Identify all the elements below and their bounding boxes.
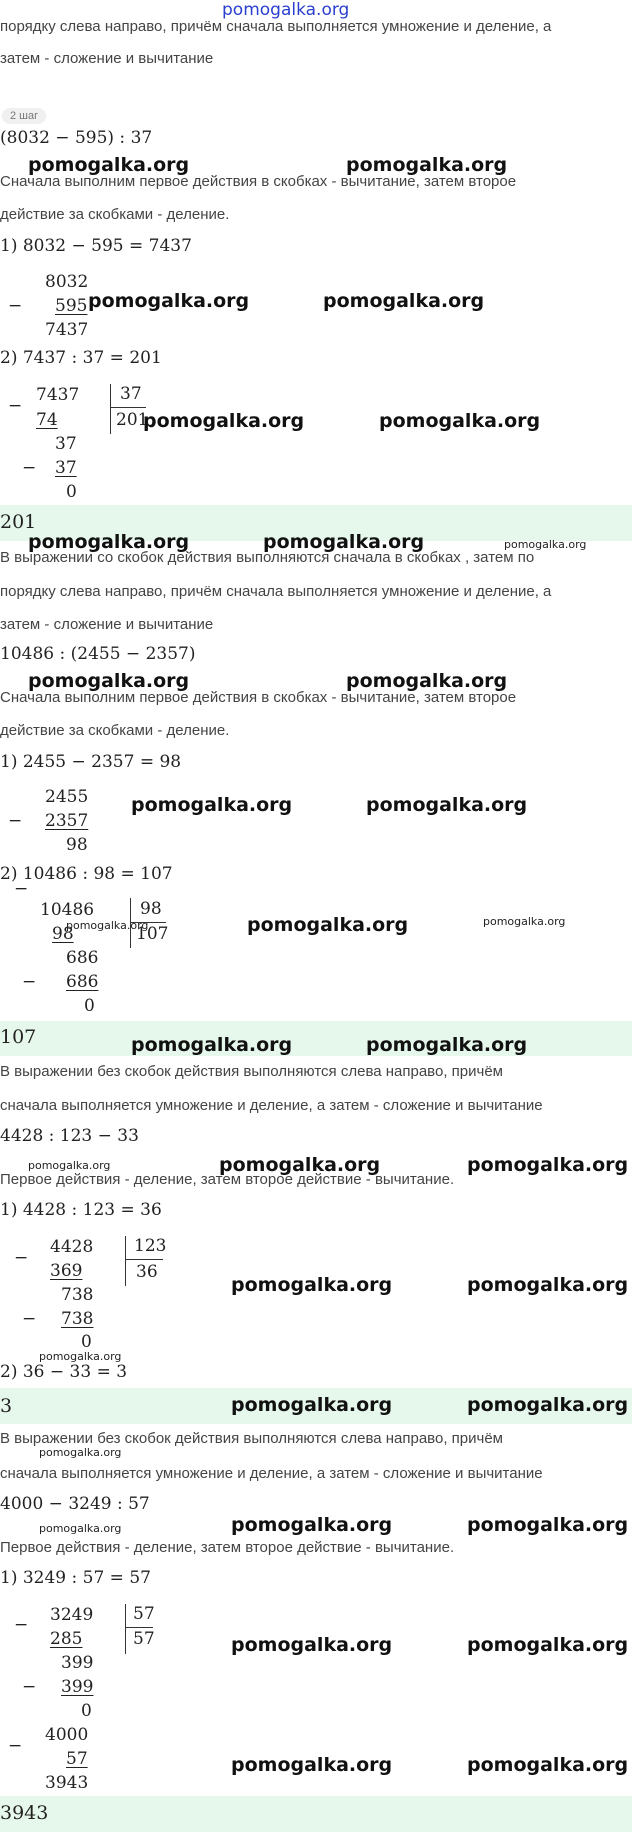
task3-rule-1: В выражении без скобок действия выполняются слева направо, причём: [0, 1063, 503, 1080]
task1-action-2: 2) 7437 : 37 = 201: [0, 348, 162, 368]
div-divisor: 98: [140, 899, 162, 919]
watermark: pomogalka.org: [247, 914, 409, 936]
sub-difference: 3943: [45, 1773, 89, 1793]
div-quotient: 36: [136, 1262, 158, 1282]
watermark: pomogalka.org: [28, 531, 190, 553]
answer-band: [0, 1796, 632, 1832]
watermark: pomogalka.org: [366, 1034, 528, 1056]
div-quotient: 201: [116, 410, 149, 430]
watermark: pomogalka.org: [467, 1394, 629, 1416]
div-step-2: 37: [55, 458, 77, 478]
watermark-small: pomogalka.org: [28, 1159, 111, 1172]
div-remainder-2: 0: [84, 996, 95, 1016]
div-step-1: 285: [50, 1629, 83, 1649]
minus-sign: −: [22, 1309, 37, 1329]
div-step-1: 98: [52, 924, 74, 944]
watermark: pomogalka.org: [28, 670, 190, 692]
watermark: pomogalka.org: [143, 410, 305, 432]
task3-action-2: 2) 36 − 33 = 3: [0, 1362, 128, 1382]
div-step-2: 399: [61, 1677, 94, 1697]
watermark: pomogalka.org: [323, 290, 485, 312]
watermark: pomogalka.org: [231, 1274, 393, 1296]
minus-sign: −: [22, 972, 37, 992]
div-remainder-1: 37: [55, 434, 77, 454]
div-divisor: 37: [120, 384, 142, 404]
task2-expression: 10486 : (2455 − 2357): [0, 644, 196, 664]
task4-rule-2: сначала выполняется умножение и деление, а затем - сложение и вычитание: [0, 1465, 543, 1482]
div-bracket: [110, 384, 111, 434]
minus-sign: −: [8, 396, 23, 416]
task2-rule-3: затем - сложение и вычитание: [0, 616, 214, 633]
watermark: pomogalka.org: [263, 531, 425, 553]
task4-rule-1: В выражении без скобок действия выполняются слева направо, причём: [0, 1430, 503, 1447]
task3-action-1: 1) 4428 : 123 = 36: [0, 1200, 162, 1220]
watermark-small: pomogalka.org: [66, 919, 149, 932]
watermark-small: pomogalka.org: [504, 538, 587, 551]
div-bracket: [125, 1604, 126, 1654]
watermark: pomogalka.org: [467, 1634, 629, 1656]
task1-expression: (8032 − 595) : 37: [0, 128, 153, 148]
answer: 3943: [0, 1802, 49, 1824]
task4-explain: Первое действия - деление, затем второе действие - вычитание.: [0, 1539, 455, 1556]
task2-action-1: 1) 2455 − 2357 = 98: [0, 752, 182, 772]
task3-expression: 4428 : 123 − 33: [0, 1126, 139, 1146]
div-dividend: 7437: [36, 385, 80, 405]
watermark-small: pomogalka.org: [39, 1350, 122, 1363]
watermark: pomogalka.org: [231, 1514, 393, 1536]
minus-sign: −: [22, 458, 37, 478]
task2-explain-2: действие за скобками - деление.: [0, 722, 230, 739]
div-remainder-1: 738: [61, 1285, 94, 1305]
watermark: pomogalka.org: [28, 154, 190, 176]
div-quotient: 107: [136, 924, 169, 944]
div-dividend: 3249: [50, 1605, 94, 1625]
div-step-2: 738: [61, 1309, 94, 1329]
intro-line-2: затем - сложение и вычитание: [0, 50, 214, 67]
answer: 201: [0, 511, 37, 533]
sub-subtrahend: 2357: [45, 811, 89, 831]
div-quotient: 57: [133, 1629, 155, 1649]
div-step-1: 369: [50, 1261, 83, 1281]
task1-explain-1: Сначала выполним первое действия в скобках - вычитание, затем второе: [0, 173, 517, 190]
div-bracket: [125, 1236, 126, 1286]
watermark-small: pomogalka.org: [39, 1522, 122, 1535]
div-dividend: 10486: [40, 900, 95, 920]
watermark: pomogalka.org: [131, 1034, 293, 1056]
task4-expression: 4000 − 3249 : 57: [0, 1494, 150, 1514]
sub-minuend: 4000: [45, 1725, 89, 1745]
div-remainder-1: 686: [66, 948, 99, 968]
div-divisor: 123: [134, 1236, 167, 1256]
watermark: pomogalka.org: [467, 1154, 629, 1176]
div-dividend: 4428: [50, 1237, 94, 1257]
sub-subtrahend: 57: [66, 1749, 88, 1769]
watermark: pomogalka.org: [88, 290, 250, 312]
sub-minuend: 8032: [45, 272, 89, 292]
watermark: pomogalka.org: [219, 1154, 381, 1176]
top-watermark: pomogalka.org: [222, 0, 350, 20]
minus-sign: −: [14, 1248, 29, 1268]
minus-sign: −: [22, 1677, 37, 1697]
task2-action-2: 2) 10486 : 98 = 107: [0, 864, 173, 884]
watermark: pomogalka.org: [231, 1754, 393, 1776]
watermark: pomogalka.org: [231, 1394, 393, 1416]
div-quotient-line: [110, 407, 146, 408]
task2-rule-2: порядку слева направо, причём сначала выполняется умножение и деление, а: [0, 583, 552, 600]
div-step-2: 686: [66, 972, 99, 992]
step-chip: 2 шаг: [2, 108, 46, 124]
watermark: pomogalka.org: [346, 154, 508, 176]
watermark-small: pomogalka.org: [483, 915, 566, 928]
minus-sign: −: [8, 1736, 23, 1756]
div-quotient-line: [125, 1259, 163, 1260]
div-quotient-line: [125, 1627, 153, 1628]
minus-sign: −: [14, 879, 29, 899]
watermark: pomogalka.org: [346, 670, 508, 692]
sub-difference: 98: [66, 835, 88, 855]
minus-sign: −: [14, 1615, 29, 1635]
watermark: pomogalka.org: [467, 1514, 629, 1536]
watermark: pomogalka.org: [467, 1754, 629, 1776]
watermark-small: pomogalka.org: [39, 1446, 122, 1459]
task1-action-1: 1) 8032 − 595 = 7437: [0, 236, 192, 256]
div-step-1: 74: [36, 410, 58, 430]
watermark: pomogalka.org: [131, 794, 293, 816]
minus-sign: −: [8, 296, 23, 316]
task4-action-1: 1) 3249 : 57 = 57: [0, 1568, 151, 1588]
sub-minuend: 2455: [45, 787, 89, 807]
watermark: pomogalka.org: [366, 794, 528, 816]
task3-explain: Первое действия - деление, затем второе действие - вычитание.: [0, 1171, 455, 1188]
div-remainder-2: 0: [66, 482, 77, 502]
watermark: pomogalka.org: [467, 1274, 629, 1296]
intro-line-1: порядку слева направо, причём сначала выполняется умножение и деление, а: [0, 18, 552, 35]
task2-rule-1: В выражении со скобок действия выполняются сначала в скобках , затем по: [0, 549, 535, 566]
minus-sign: −: [8, 811, 23, 831]
answer-band: [0, 1021, 632, 1056]
div-remainder-2: 0: [81, 1332, 92, 1352]
watermark: pomogalka.org: [231, 1634, 393, 1656]
task1-explain-2: действие за скобками - деление.: [0, 206, 230, 223]
answer: 3: [0, 1395, 13, 1417]
div-remainder-1: 399: [61, 1653, 94, 1673]
div-divisor: 57: [133, 1604, 155, 1624]
task2-explain-1: Сначала выполним первое действия в скобках - вычитание, затем второе: [0, 689, 517, 706]
sub-subtrahend: 595: [55, 296, 88, 316]
watermark: pomogalka.org: [379, 410, 541, 432]
div-remainder-2: 0: [81, 1701, 92, 1721]
task3-rule-2: сначала выполняется умножение и деление, а затем - сложение и вычитание: [0, 1097, 543, 1114]
sub-difference: 7437: [45, 320, 89, 340]
answer: 107: [0, 1026, 37, 1048]
